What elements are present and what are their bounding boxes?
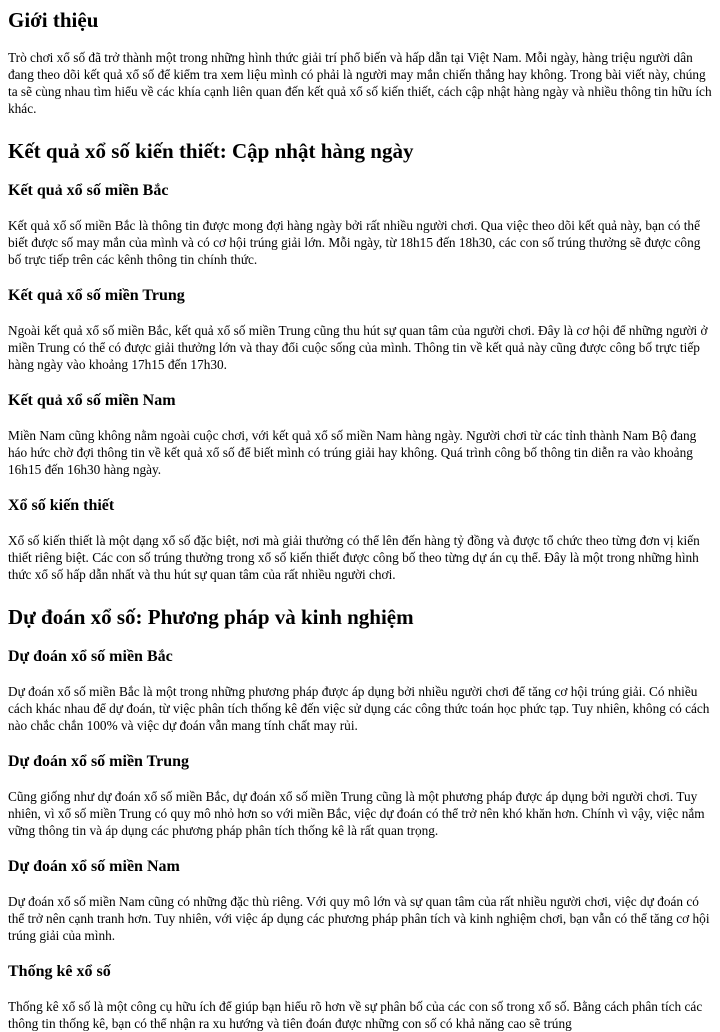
results-north-paragraph: Kết quả xổ số miền Bắc là thông tin được mong đợi hàng ngày bởi rất nhiều người chơi. Qua việc theo dõi kết quả này, bạn có thể biết được số may mắn của mình và có cơ hội trúng giải lớn. Mỗi ngày, từ 18h15 đến 18h30, các con số trúng thưởng sẽ được công bố trực tiếp trên các kênh thông tin chính thức. [8,218,701,267]
predictions-south-heading: Dự đoán xổ số miền Nam [8,858,180,875]
statistics-heading: Thống kê xổ số [8,963,111,980]
predictions-central-heading: Dự đoán xổ số miền Trung [8,753,190,770]
results-south-heading: Kết quả xổ số miền Nam [8,392,176,409]
intro-paragraph: Trò chơi xổ số đã trở thành một trong những hình thức giải trí phổ biến và hấp dẫn tại Việt Nam. Mỗi ngày, hàng triệu người dân đang theo dõi kết quả xổ số để kiểm tra xem liệu mình có phải là người may mắn chiến thắng hay không. Trong bài viết này, chúng ta sẽ cùng nhau tìm hiểu về các khía cạnh liên quan đến kết quả xổ số kiến thiết, cách cập nhật hàng ngày và nhiều thông tin hữu ích khác. [8,50,712,116]
article [0,8,720,1032]
results-title: Kết quả xổ số kiến thiết: Cập nhật hàng ngày [8,139,414,163]
predictions-north-paragraph: Dự đoán xổ số miền Bắc là một trong những phương pháp được áp dụng bởi nhiều người chơi để tăng cơ hội trúng giải. Có nhiều cách khác nhau để dự đoán, từ việc phân tích thống kê đến việc sử dụng các công thức toán học phức tạp. Tuy nhiên, không có cách nào chắc chắn 100% và việc dự đoán vẫn mang tính chất may rủi. [8,684,710,733]
results-south-paragraph: Miền Nam cũng không nằm ngoài cuộc chơi, với kết quả xổ số miền Nam hàng ngày. Người chơi từ các tỉnh thành Nam Bộ đang háo hức chờ đợi thông tin về kết quả xổ số để biết mình có trúng giải hay không. Quá trình công bố thông tin diễn ra vào khoảng 16h15 đến 16h30 hàng ngày. [8,428,697,477]
results-central-paragraph: Ngoài kết quả xổ số miền Bắc, kết quả xổ số miền Trung cũng thu hút sự quan tâm của người chơi. Đây là cơ hội để những người ở miền Trung có thể có được giải thưởng lớn và thay đổi cuộc sống của mình. Thông tin về kết quả này cũng được công bố trực tiếp hàng ngày vào khoảng 17h15 đến 17h30. [8,323,708,372]
predictions-north-heading: Dự đoán xổ số miền Bắc [8,648,173,665]
results-lottery-paragraph: Xổ số kiến thiết là một dạng xổ số đặc biệt, nơi mà giải thưởng có thể lên đến hàng tỷ đồng và được tổ chức theo từng đơn vị kiến thiết riêng biệt. Các con số trúng thưởng trong xổ số kiến thiết được công bố theo từng dự án cụ thể. Đây là một trong những hình thức xổ số hấp dẫn nhất và thu hút sự quan tâm của rất nhiều người chơi. [8,533,700,582]
results-lottery-heading: Xổ số kiến thiết [8,497,115,514]
predictions-title: Dự đoán xổ số: Phương pháp và kinh nghiệm [8,605,414,629]
intro-title: Giới thiệu [8,8,99,32]
statistics-paragraph: Thống kê xổ số là một công cụ hữu ích để giúp bạn hiểu rõ hơn về sự phân bố của các con số trong xổ số. Bằng cách phân tích các thông tin thống kê, bạn có thể nhận ra xu hướng và tiên đoán được những con số có khả năng cao sẽ trúng [8,999,703,1031]
results-central-heading: Kết quả xổ số miền Trung [8,287,185,304]
predictions-south-paragraph: Dự đoán xổ số miền Nam cũng có những đặc thù riêng. Với quy mô lớn và sự quan tâm của rất nhiều người chơi, việc dự đoán có thể trở nên cạnh tranh hơn. Tuy nhiên, với việc áp dụng các phương pháp phân tích và kinh nghiệm chơi, bạn vẫn có thể tăng cơ hội trúng giải của mình. [8,894,710,943]
predictions-central-paragraph: Cũng giống như dự đoán xổ số miền Bắc, dự đoán xổ số miền Trung cũng là một phương pháp được áp dụng bởi người chơi. Tuy nhiên, vì xổ số miền Trung có quy mô nhỏ hơn so với miền Bắc, việc dự đoán có thể trở nên khó khăn hơn. Chính vì vậy, việc nắm vững thông tin và áp dụng các phương pháp phân tích thống kê là rất quan trọng. [8,789,705,838]
results-north-heading: Kết quả xổ số miền Bắc [8,182,169,199]
